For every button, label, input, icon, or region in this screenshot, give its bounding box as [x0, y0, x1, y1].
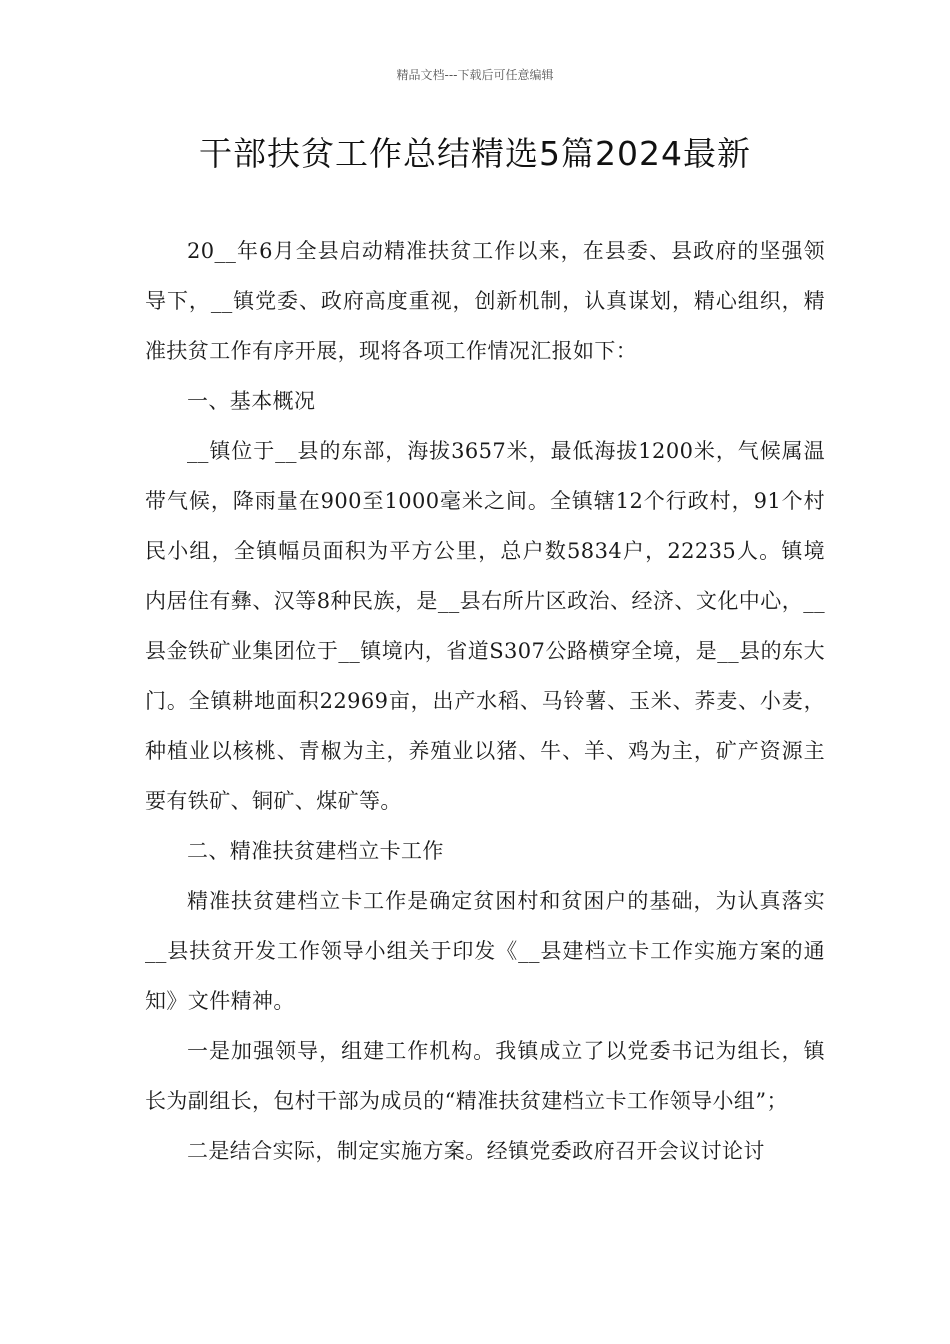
page-header: 精品文档---下载后可任意编辑 [396, 68, 554, 82]
paragraph-basic-overview: __镇位于__县的东部，海拔3657米，最低海拔1200米，气候属温带气候，降雨量在900至1000毫米之间。全镇辖12个行政村，91个村民小组，全镇幅员面积为平方公里，总户数5834户，22235人。镇境内居住有彝、汉等8种民族，是__县右所片区政治、经济、文化中心，__县金铁矿业集团位于__镇境内，省道S307公路横穿全境，是__县的东大门。全镇耕地面积22969亩，出产水稻、马铃薯、玉米、荞麦、小麦，种植业以核桃、青椒为主，养殖业以猪、牛、羊、鸡为主，矿产资源主要有铁矿、铜矿、煤矿等。 [145, 439, 825, 813]
section-heading-filing-work: 二、精准扶贫建档立卡工作 [187, 839, 444, 863]
paragraph-point-one: 一是加强领导，组建工作机构。我镇成立了以党委书记为组长，镇长为副组长，包村干部为成员的“精准扶贫建档立卡工作领导小组”； [145, 1039, 825, 1113]
paragraph-point-two: 二是结合实际，制定实施方案。经镇党委政府召开会议讨论讨 [187, 1139, 765, 1163]
paragraph-intro: 20__年6月全县启动精准扶贫工作以来，在县委、县政府的坚强领导下，__镇党委、政府高度重视，创新机制，认真谋划，精心组织，精准扶贫工作有序开展，现将各项工作情况汇报如下： [145, 239, 825, 363]
section-heading-basic-overview: 一、基本概况 [187, 389, 316, 413]
paragraph-filing-work: 精准扶贫建档立卡工作是确定贫困村和贫困户的基础，为认真落实__县扶贫开发工作领导小组关于印发《__县建档立卡工作实施方案的通知》文件精神。 [145, 889, 825, 1013]
document-title: 干部扶贫工作总结精选5篇2024最新 [199, 134, 751, 173]
document-body [145, 226, 825, 1176]
